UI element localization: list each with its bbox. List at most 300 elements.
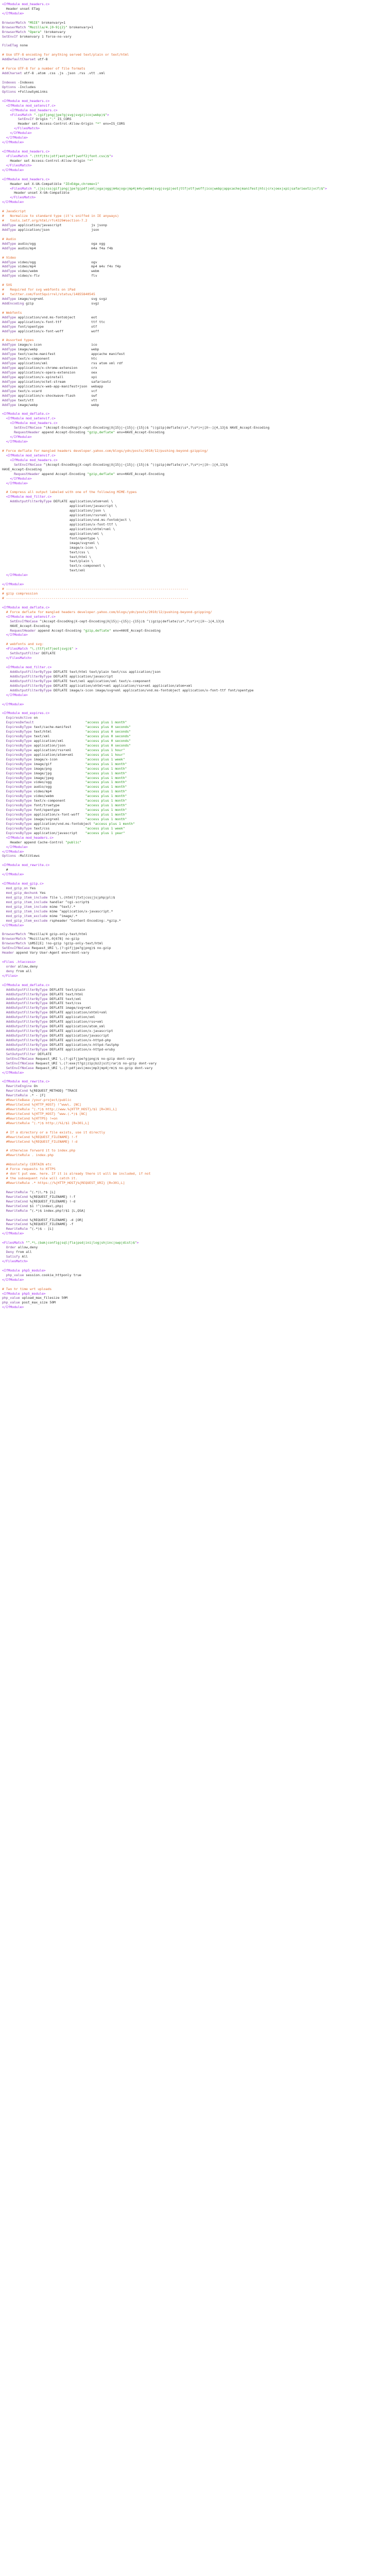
code-line — [2, 739, 380, 743]
code-token: ExpiresByType — [2, 826, 32, 831]
code-line — [2, 660, 380, 665]
code-token: .* - [F] — [28, 1093, 46, 1098]
code-token: allow,deny — [15, 1245, 38, 1250]
code-token: DEFLATE application/xhtml+xml application/rss+xml application/atom+xml — [51, 683, 193, 688]
code-line — [2, 836, 380, 840]
code-token: ":" — [49, 117, 56, 122]
code-token: DEFLATE application/xml — [47, 1015, 95, 1020]
code-line — [2, 605, 380, 610]
code-line — [2, 1112, 380, 1116]
code-line — [2, 1079, 380, 1084]
code-line — [2, 716, 380, 720]
code-token: "access plus 1 year" — [85, 831, 125, 835]
code-token: # webfonts and svg: — [2, 642, 44, 647]
code-token: mod_gzip_item_exclude — [2, 918, 48, 923]
code-token: video/webm — [31, 794, 85, 799]
code-line — [2, 269, 380, 274]
code-token: -Includes — [15, 84, 36, 89]
code-line — [2, 546, 380, 550]
code-line — [2, 389, 380, 394]
code-token: from all — [14, 969, 32, 973]
code-line — [2, 1001, 380, 1006]
code-token: <IfModule mod_filter.c> — [2, 495, 52, 499]
code-line — [2, 679, 380, 684]
code-token: text/cache-manifest — [31, 725, 85, 730]
code-token: image/jpg — [31, 771, 85, 775]
code-line — [2, 702, 380, 707]
code-token: <IfModule php5_module> — [2, 1291, 46, 1296]
code-token: text/html \ — [2, 554, 92, 559]
code-token: append Accept-Encoding — [40, 430, 88, 435]
code-token: application/javascript \ — [2, 504, 117, 509]
code-line — [2, 951, 380, 955]
code-line — [2, 799, 380, 803]
code-token: AddType — [2, 347, 16, 352]
code-token: ".(js|css|gif|png|jpe?g|pdf|xml|oga|ogg|m4a|ogv|mp4|m4v|webm|svg|svgz|eot|ttf|otf|woff|ico|webp|appcache|manifest|htc|crx|oex|xpi|safariextz|vcf)$" — [31, 186, 325, 191]
code-line — [2, 173, 380, 177]
code-token: "access plus 1 week" — [85, 826, 125, 831]
code-token: </IfModule> — [2, 476, 32, 481]
code-line — [2, 182, 380, 187]
code-line — [2, 753, 380, 757]
code-token: text/x-component — [31, 799, 85, 803]
code-line — [2, 306, 380, 311]
code-token: post_max_size 50M — [20, 1300, 56, 1305]
code-token: # Force deflate for mangled headers developer.yahoo.com/blogs/ydn/posts/2010/12/pushing-beyond-gzipping/ — [2, 609, 212, 614]
code-token: > — [107, 112, 109, 117]
code-line — [2, 1107, 380, 1112]
code-token: DEFLATE application/javascript — [47, 1033, 109, 1038]
code-token: Deny — [2, 1250, 14, 1255]
code-token: "access plus 0 seconds" — [85, 725, 131, 730]
code-token: handler ^cgi-script$ — [47, 900, 90, 904]
code-token: "access plus 0 seconds" — [85, 743, 131, 748]
code-line — [2, 573, 380, 578]
code-line — [2, 1153, 380, 1158]
code-token: image/svg+xml — [31, 817, 85, 821]
code-token: BrowserMatch — [2, 937, 26, 941]
code-line — [2, 720, 380, 725]
code-line — [2, 1172, 380, 1176]
code-line — [2, 1061, 380, 1066]
code-token: application/x-shockwave-flash swf — [15, 393, 97, 398]
code-line — [2, 361, 380, 366]
code-line — [2, 463, 380, 467]
code-token: # SVG — [2, 283, 12, 287]
code-token: application/x-font-ttf \ — [2, 522, 117, 527]
code-token: SetEnvIfNoCase — [2, 426, 42, 430]
code-token: application/x-opera-extension oex — [15, 370, 97, 375]
code-token: "Opera" — [26, 29, 42, 34]
code-line — [2, 408, 380, 412]
code-token: </IfModule> — [2, 1277, 24, 1282]
code-line — [2, 1190, 380, 1195]
code-token: AddType — [2, 388, 16, 393]
code-line — [2, 863, 380, 868]
code-token: Satisfy — [2, 1255, 20, 1259]
code-token: "access plus 1 month" — [93, 821, 135, 826]
code-line — [2, 891, 380, 895]
code-token: # Force deflate for mangled headers developer.yahoo.com/blogs/ydn/posts/2010/12/pushing-beyond-gzipping/ — [2, 448, 209, 453]
code-line — [2, 693, 380, 698]
code-token: %{REQUEST_FILENAME} !-d — [28, 1199, 76, 1204]
code-token: DEFLATE application/x-httpd-php — [47, 1038, 111, 1042]
code-line — [2, 1195, 380, 1199]
code-line — [2, 214, 380, 218]
code-line — [2, 780, 380, 785]
code-token: text/xml — [31, 734, 85, 739]
code-line — [2, 1020, 380, 1024]
code-token: AddType — [2, 375, 16, 379]
code-line — [2, 932, 380, 937]
code-token: ExpiresByType — [2, 752, 32, 757]
code-token: ExpiresByType — [2, 794, 32, 799]
code-line — [2, 789, 380, 794]
code-token: php_value — [2, 1300, 20, 1305]
code-line — [2, 1033, 380, 1038]
code-token: Options — [2, 854, 16, 858]
code-line — [2, 315, 380, 320]
code-token: "access plus 1 month" — [85, 808, 127, 812]
code-token: AddOutputFilterByType — [2, 1024, 48, 1029]
code-token: application/json — [31, 743, 85, 748]
code-token: application/vnd.ms-fontobject eot — [15, 315, 97, 319]
code-token: mod_gzip_dechunk — [2, 890, 38, 895]
code-token: </IfModule> — [2, 140, 24, 145]
code-line — [2, 301, 380, 306]
code-token: AddOutputFilterByType — [2, 679, 52, 683]
code-token: RewriteCond — [2, 1089, 28, 1093]
code-line — [2, 444, 380, 449]
code-token: ExpiresByType — [2, 743, 32, 748]
code-line — [2, 591, 380, 596]
code-line — [2, 1305, 380, 1310]
code-token: # twitter.com/FontSquirrel/status/14855840545 — [2, 292, 95, 297]
code-token: <IfModule mod_deflate.c> — [2, 982, 50, 987]
code-token: append Accept-Encoding — [36, 628, 83, 633]
code-token: mod_gzip_item_include — [2, 904, 48, 909]
code-token: BrowserMatch — [2, 25, 26, 29]
code-token: from all — [14, 1250, 32, 1255]
code-line — [2, 1144, 380, 1149]
code-token: # tools.ietf.org/html/rfc4329#section-7.2 — [2, 218, 88, 223]
code-line — [2, 1167, 380, 1172]
code-line — [2, 264, 380, 269]
code-line — [2, 1126, 380, 1130]
code-line — [2, 960, 380, 964]
code-line — [2, 941, 380, 946]
code-token: "IE=Edge,chrome=1" — [63, 181, 99, 186]
code-line — [2, 688, 380, 693]
code-line — [2, 260, 380, 265]
code-token: ".(gif|png|jpe?g|svg|svgz|ico|webp)$" — [31, 112, 107, 117]
code-line — [2, 937, 380, 941]
code-token: text/css \ — [2, 550, 90, 554]
code-token: AddType — [2, 402, 16, 407]
code-token: BrowserMatch — [2, 29, 26, 34]
code-token: DEFLATE application/atom+xml \ — [51, 499, 113, 504]
code-token: "access plus 1 month" — [85, 803, 127, 808]
code-token: # Use UTF-8 encoding for anything served text/plain or text/html — [2, 53, 129, 57]
code-line — [2, 131, 380, 135]
code-token: application/xml rss atom xml rdf — [15, 361, 123, 366]
code-token: Order — [2, 1245, 16, 1250]
code-token: HAVE_Accept-Encoding — [2, 467, 42, 471]
code-token: </IfModule> — [2, 11, 24, 15]
code-token: video/mp4 — [31, 789, 85, 794]
code-token: ExpiresByType — [2, 775, 32, 780]
code-line — [2, 840, 380, 845]
code-token: font/opentype — [31, 808, 85, 812]
code-token: RewriteRule — [2, 1190, 28, 1194]
code-line — [2, 850, 380, 854]
code-token: <IfModule mod_gzip.c> — [2, 882, 44, 886]
code-token: AddOutputFilterByType — [2, 992, 48, 996]
code-token: #RewriteRule ^(.*)$ http://%1/$1 [R=301,L] — [2, 1121, 90, 1125]
code-token: application/x-font-woff — [31, 812, 85, 817]
code-token: AddType — [2, 241, 16, 246]
code-token: AddType — [2, 324, 16, 329]
code-token: </IfModule> — [2, 200, 24, 205]
code-token: On — [31, 1084, 38, 1089]
code-token: ExpiresByType — [2, 766, 32, 771]
code-token: ExpiresDefault — [2, 720, 34, 725]
code-line — [2, 550, 380, 555]
code-line — [2, 927, 380, 932]
code-token: AddOutputFilterByType — [2, 1010, 48, 1015]
code-line — [2, 311, 380, 315]
code-token: "access plus 1 month" — [33, 720, 127, 725]
code-token: on — [31, 716, 38, 720]
code-token: AddOutputFilterByType — [2, 669, 52, 674]
code-line — [2, 1241, 380, 1245]
code-token: #RewriteBase /your-project/public — [2, 1098, 72, 1103]
code-token: "access plus 1 month" — [85, 761, 127, 766]
code-token: > — [325, 186, 327, 191]
code-line — [2, 232, 380, 237]
code-token: </IfModule> — [2, 131, 32, 135]
code-line — [2, 582, 380, 587]
code-line — [2, 1024, 380, 1029]
code-token: <IfModule mod_setenvif.c> — [2, 453, 56, 457]
code-token: </IfModule> — [2, 481, 28, 485]
code-token: utf-8 .atom .css .js .json .rss .vtt .xml — [22, 71, 106, 76]
code-line — [2, 154, 380, 159]
code-token: brokenvary=1 — [40, 20, 66, 25]
code-line — [2, 518, 380, 522]
code-line — [2, 490, 380, 495]
code-token: ExpiresByType — [2, 817, 32, 821]
code-token: DEFLATE image/x-icon image/svg+xml application/vnd.ms-fontobject application/x-font-ttf font/opentype — [51, 688, 254, 692]
code-token: "access plus 1 hour" — [85, 748, 125, 752]
code-token: ExpiresByType — [2, 785, 32, 789]
code-token: utf-8 — [36, 57, 48, 62]
code-line — [2, 439, 380, 444]
code-token: <FilesMatch — [2, 154, 28, 158]
code-token: "access plus 1 month" — [85, 766, 127, 771]
code-line — [2, 1227, 380, 1231]
code-token: </IfModule> — [2, 844, 28, 849]
code-line — [2, 343, 380, 347]
code-line — [2, 421, 380, 426]
code-line — [2, 743, 380, 748]
code-token: Header — [2, 951, 14, 955]
code-line — [2, 394, 380, 398]
code-token: AddDefaultCharset — [2, 57, 36, 62]
code-token: # Required for svg webfonts on iPad — [2, 287, 76, 292]
code-token: +FollowSymLinks — [15, 89, 48, 94]
code-token: font/truetype — [31, 803, 85, 808]
code-line — [2, 7, 380, 11]
code-token: \bMSI[E] !no-gzip !gzip-only-text/html — [26, 941, 103, 946]
code-token: # Assorted types — [2, 338, 34, 343]
code-line — [2, 642, 380, 647]
code-token: RequestHeader — [2, 628, 36, 633]
code-token: text/x-vcard vcf — [15, 388, 97, 393]
code-line — [2, 757, 380, 762]
code-line — [2, 200, 380, 205]
code-token: #RewriteCond %{REQUEST_FILENAME} !-f — [2, 1134, 78, 1139]
code-line — [2, 449, 380, 453]
code-token: <IfModule mod_setenvif.c> — [2, 416, 56, 421]
code-line — [2, 283, 380, 287]
code-line — [2, 610, 380, 615]
code-line — [2, 822, 380, 826]
code-line — [2, 1006, 380, 1010]
code-line — [2, 1015, 380, 1020]
code-token: <IfModule mod_rewrite.c> — [2, 863, 50, 868]
code-token: AddOutputFilterByType — [2, 1047, 48, 1052]
code-line — [2, 909, 380, 914]
code-token: "access plus 1 month" — [85, 799, 127, 803]
code-token: DEFLATE application/x-httpd-fastphp — [47, 1042, 119, 1047]
code-token: AddType — [2, 264, 16, 269]
code-token: IS_CORS — [55, 117, 72, 122]
code-token: AddOutputFilterByType — [2, 996, 48, 1001]
code-token: "^.*\.(bak|config|sql|fla|psd|ini|log|sh|inc|swp|dist)$" — [24, 1241, 137, 1245]
code-token: </FilesMatch> — [2, 656, 32, 660]
code-token: ^(Accept-EncodXng|X-cept-Encoding|X{15}|~{15}|-{15})$ ^((gzip|deflate)\s*,?\s*)+|[X~-]{4,13}$ — [41, 462, 228, 467]
code-token: %{REQUEST_FILENAME} !-f — [28, 1194, 76, 1199]
code-token: "access plus 1 month" — [85, 771, 127, 775]
code-token: <IfModule mod_headers.c> — [2, 98, 50, 103]
htaccess-code — [2, 2, 380, 1310]
code-token: #RewriteCond %{HTTPS} !=on — [2, 1116, 58, 1121]
code-line — [2, 1231, 380, 1236]
code-token: <FilesMatch — [2, 112, 32, 117]
code-token: <IfModule mod_headers.c> — [2, 177, 50, 181]
code-line — [2, 57, 380, 62]
code-token: ExpiresByType — [2, 757, 32, 761]
code-token: mime ^application/x-javascript.* — [47, 909, 113, 913]
code-token: text/x-component \ — [2, 564, 106, 568]
code-token: ExpiresByType — [2, 821, 32, 826]
code-line — [2, 1057, 380, 1061]
code-line — [2, 564, 380, 568]
code-line — [2, 568, 380, 573]
code-token: BrowserMatch — [2, 932, 26, 937]
code-token: Request_URI \.(?:gif|jpe?g|png)$ no-gzip dont-vary — [33, 1056, 135, 1061]
code-line — [2, 1029, 380, 1033]
code-token: # gzip compression — [2, 591, 38, 596]
code-token: </FilesMatch> — [2, 163, 32, 167]
code-line — [2, 978, 380, 983]
code-token: video/ogg — [31, 780, 85, 785]
code-token: "*" — [87, 158, 93, 163]
code-line — [2, 1135, 380, 1140]
code-line — [2, 1089, 380, 1093]
code-token: video/mp4 mp4 m4v f4v f4p — [15, 264, 121, 269]
code-line — [2, 1010, 380, 1015]
code-token: DEFLATE application/javascript — [51, 674, 113, 679]
code-token: text/x-component htc — [15, 357, 97, 361]
code-line — [2, 11, 380, 16]
code-token: env=HAVE_Accept-Encoding — [115, 430, 165, 435]
code-token: image/x-icon ico — [15, 343, 97, 347]
code-token: image/svg+xml svg svgz — [15, 297, 107, 301]
code-line — [2, 988, 380, 992]
code-line — [2, 522, 380, 527]
code-line — [2, 882, 380, 886]
code-line — [2, 149, 380, 154]
code-line — [2, 403, 380, 408]
code-line — [2, 145, 380, 149]
code-token: </IfModule> — [2, 633, 28, 637]
code-token: AddType — [2, 297, 16, 301]
code-token: image/jpeg — [31, 775, 85, 780]
code-token: # — [2, 868, 8, 872]
code-token: <IfModule mod_filter.c> — [2, 665, 52, 669]
code-token: ExpiresByType — [2, 780, 32, 785]
code-token: SetEnvIfNoCase — [2, 1056, 34, 1061]
code-token: # Force UTF-8 for a number of file formats — [2, 66, 85, 71]
code-line — [2, 812, 380, 817]
code-line — [2, 66, 380, 71]
code-token: append Vary User-Agent env=!dont-vary — [14, 951, 90, 955]
code-line — [2, 1093, 380, 1098]
code-token: ExpiresActive — [2, 716, 32, 720]
code-token: !brokenvary — [41, 29, 66, 34]
code-token: # otherwise forward it to index.php — [2, 1148, 76, 1153]
code-line — [2, 62, 380, 66]
code-line — [2, 122, 380, 126]
code-token: > — [73, 647, 78, 651]
code-token: SetOutputFilter — [2, 651, 40, 656]
code-token: </FilesMatch> — [2, 126, 40, 131]
code-token: Indexes — [2, 80, 16, 84]
code-token: ^(.*)\.*$ [L] — [28, 1190, 56, 1194]
code-token: RewriteRule — [2, 1227, 28, 1231]
code-token: # Audio — [2, 236, 16, 241]
code-token: image/webp webp — [15, 402, 99, 407]
code-token: <IfModule mod_headers.c> — [2, 2, 50, 6]
code-line — [2, 555, 380, 560]
code-token: -MultiViews — [15, 854, 40, 858]
code-line — [2, 1245, 380, 1250]
code-line — [2, 748, 380, 753]
code-token: </Files> — [2, 973, 18, 978]
code-token: SetEnvIfNoCase — [2, 462, 42, 467]
code-line — [2, 159, 380, 163]
code-token: AddType — [2, 315, 16, 319]
code-token: SetEnvIf — [2, 117, 34, 122]
code-token: SetEnvIfNoCase — [2, 619, 38, 623]
code-line — [2, 416, 380, 421]
code-token: ExpiresByType — [2, 761, 32, 766]
code-token: application/x-font-woff woff — [15, 329, 99, 333]
code-token: application/x-xpinstall xpi — [15, 375, 97, 379]
code-token: ^(.*)$ - [L] — [28, 1227, 54, 1231]
